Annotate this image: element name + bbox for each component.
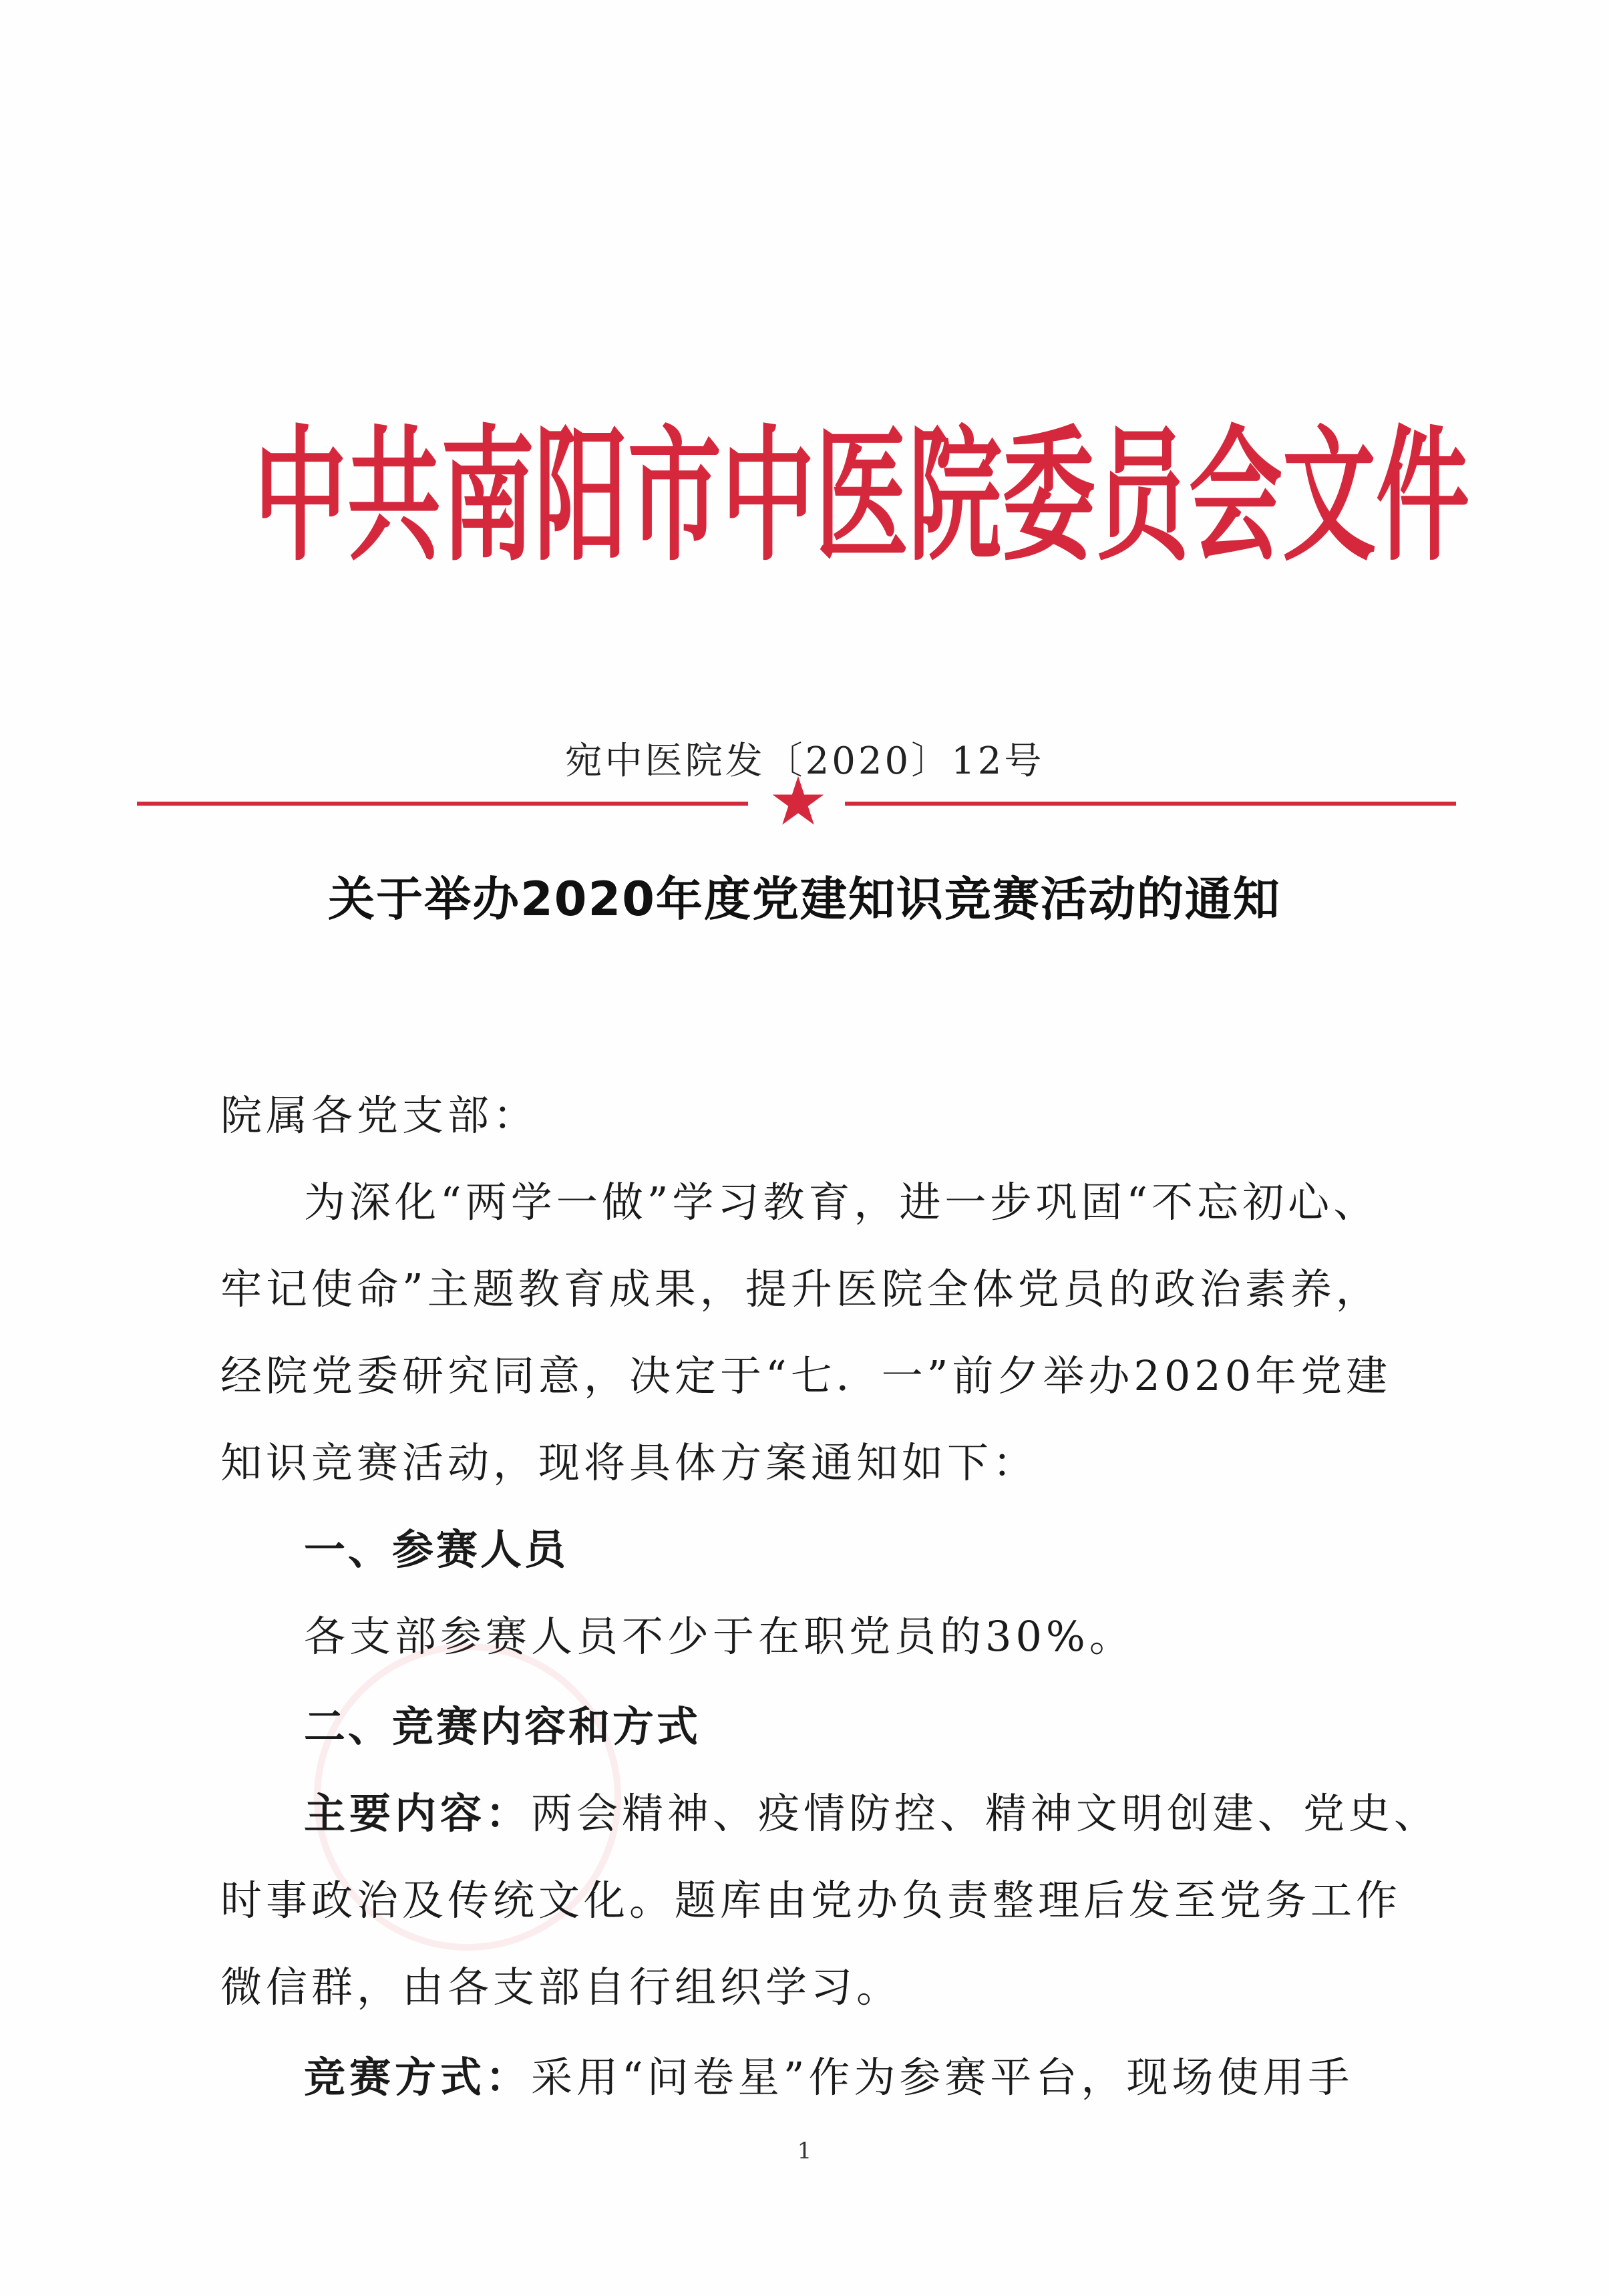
section-1-heading: 一、参赛人员 — [304, 1525, 569, 1574]
method-text: 采用“问卷星”作为参赛平台，现场使用手 — [531, 2053, 1354, 2102]
intro-line-1: 为深化“两学一做”学习教育，进一步巩固“不忘初心、 — [304, 1178, 1379, 1226]
page-number: 1 — [797, 2138, 812, 2164]
intro-line-2: 牢记使命”主题教育成果，提升医院全体党员的政治素养， — [220, 1265, 1381, 1313]
section-1-text: 各支部参赛人员不少于在职党员的30%。 — [304, 1612, 1135, 1661]
document-number: 宛中医院发〔2020〕12号 — [564, 740, 1045, 783]
method-lead: 竞赛方式： — [304, 2053, 532, 2102]
content-line-1 — [304, 1780, 1439, 1840]
content-line-2: 时事政治及传统文化。题库由党办负责整理后发至党务工作 — [220, 1876, 1402, 1925]
content-line-3: 微信群，由各支部自行组织学习。 — [220, 1963, 902, 2011]
intro-line-4: 知识竞赛活动，现将具体方案通知如下： — [220, 1438, 1039, 1487]
document-title: 关于举办2020年度党建知识竞赛活动的通知 — [328, 872, 1281, 927]
content-lead: 主要内容： — [304, 1789, 532, 1838]
red-divider-right — [845, 802, 1456, 806]
red-divider-left — [137, 802, 748, 806]
content-text-1: 两会精神、疫情防控、精神文明创建、党史、 — [531, 1789, 1440, 1838]
red-star-icon: ★ — [768, 762, 828, 840]
method-line — [304, 2044, 1353, 2104]
section-2-heading: 二、竞赛内容和方式 — [304, 1702, 701, 1751]
salutation: 院属各党支部： — [220, 1091, 539, 1140]
intro-line-3: 经院党委研究同意，决定于“七．一”前夕举办2020年党建 — [220, 1351, 1392, 1400]
org-header-title: 中共南阳市中医院委员会文件 — [254, 412, 1470, 582]
